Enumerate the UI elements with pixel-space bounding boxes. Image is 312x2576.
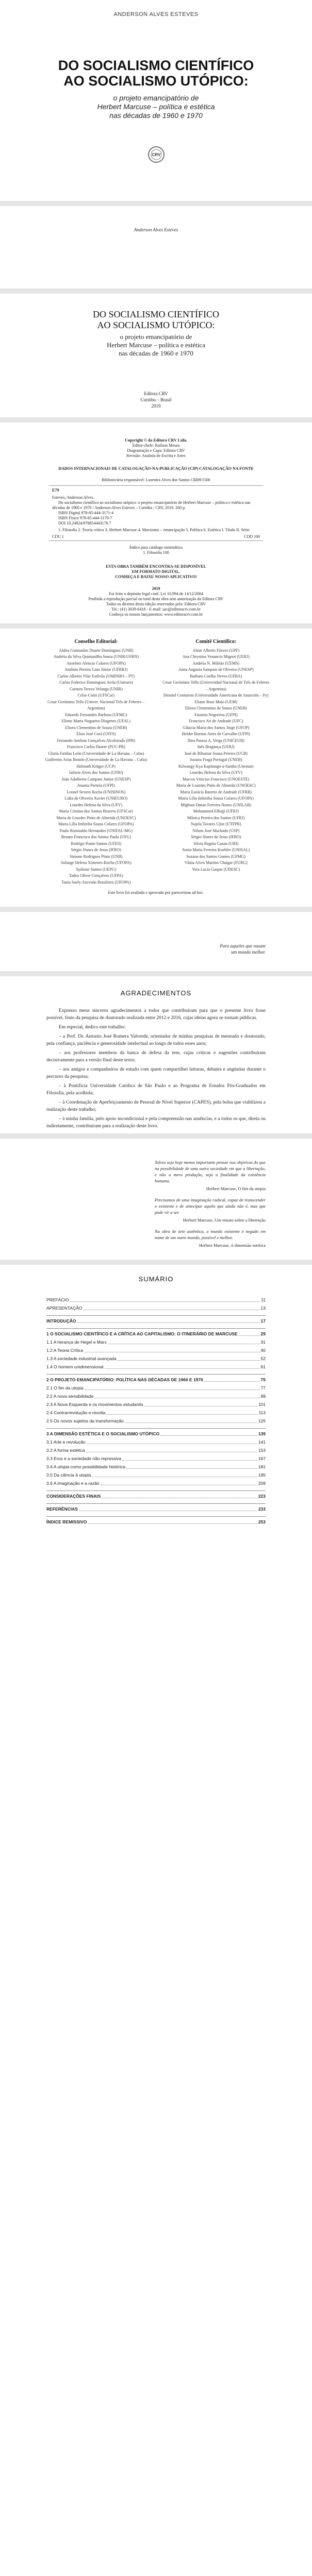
council-member: Helmuth Krüger (UCP) <box>76 764 116 769</box>
title-page-subtitle-line3: nas décadas de 1960 e 1970 <box>119 349 193 357</box>
committee-member: Sonia Maria Ferreira Koehler (UNISAL) <box>182 848 250 852</box>
toc-leader <box>88 1523 257 1524</box>
toc-entry-page: 139 <box>258 1431 266 1436</box>
council-member: Renato Francisco dos Santos Paula (UFG) <box>61 835 131 839</box>
page-separator <box>0 907 312 912</box>
toc-entry[interactable] <box>46 1417 266 1425</box>
epigraph-source-1: Herbert Marcuse, O fim da utopia <box>206 1186 266 1191</box>
committee-member: Altair Alberto Fávero (UPF) <box>192 648 240 653</box>
toc-entry[interactable] <box>46 1315 266 1325</box>
council-member: Anselmo Alencar Colares (UFOPA) <box>66 660 126 666</box>
toc-entry-title: ÍNDICE REMISSIVO <box>46 1519 87 1524</box>
toc-entry-title: 1 O SOCIALISMO CIENTÍFICO E A CRÍTICA AO CAPITALISMO: O ITINERÁRIO DE MARCUSE <box>46 1331 238 1336</box>
half-title-author: Anderson Alves Esteves <box>134 227 178 232</box>
toc-entry-page: 40 <box>260 1348 266 1353</box>
toc-leader <box>106 1414 257 1415</box>
council-member: Tania Suely Azevedo Brasileiro (UFOPA) <box>61 879 131 885</box>
toc-entry-title: 3.6 A imaginação e a razão <box>46 1481 100 1486</box>
cip-subjects: 1. Filosofia 2. Teoria crítica 3. Herbert Marcuse 4. Marxismo – emancipação 5. Política 6. Estética I. Título II. Série <box>58 528 250 532</box>
toc-entry[interactable] <box>46 1363 266 1371</box>
cip-description: Do socialismo científico ao socialismo utópico: o projeto emancipatório de Herbert Marcuse – política e estética nas décadas de 1960 e 1970 / Anderson Alves Esteves – Curitiba : CRV, 2019. 260 p. <box>52 500 251 510</box>
council-member: Sérgio Nunes de Jesus (IFRO) <box>71 848 121 852</box>
toc-entry-page: 125 <box>258 1418 266 1423</box>
digital-notice-line1: ESTA OBRA TAMBÉM ENCONTRA-SE DISPONÍVEL <box>106 564 206 569</box>
cip-isbn-digital: ISBN Digital 978-85-444-3171-4 <box>58 511 114 515</box>
editorial-council-title: Conselho Editorial: <box>74 639 118 645</box>
toc-leader <box>126 1468 257 1469</box>
cover-subtitle-line3: nas décadas de 1960 e 1970 <box>109 111 203 120</box>
committee-member: Maria Eurácia Barreto de Andrade (UFRB) <box>180 789 252 794</box>
cover-title <box>0 58 312 89</box>
toc-leader <box>204 1381 260 1382</box>
design-line: Diagramação e Capa: Editora CRV <box>127 448 185 453</box>
toc-entry-title: 1.4 O homem unidimensional <box>46 1364 104 1369</box>
toc-leader <box>239 1335 260 1336</box>
council-member: Aldira Guimarães Duarte Domínguez (UNB) <box>59 648 134 653</box>
cip-classification <box>52 534 260 539</box>
legal-year: 2019 <box>152 586 160 591</box>
revision-line: Revisão: Analista de Escrita e Artes <box>126 453 186 458</box>
council-member: Maria Cristina dos Santos Bezerra (UFSCar) <box>59 809 133 814</box>
council-member: Carlos Alberto Vilar Estêvão (UMINHO – PT) <box>57 673 135 679</box>
council-member: Sydione Santos (UEPG) <box>76 867 117 872</box>
council-member: Francisco Carlos Duarte (PUC-PR) <box>67 744 125 749</box>
toc-leader <box>125 1422 257 1423</box>
council-member: Maria de Lourdes Pinto de Almeida (UNOESC) <box>56 815 136 820</box>
council-member: Elizeu Clementino de Souza (UNEB) <box>65 725 127 730</box>
toc-entry-title: 2.4 Contrarrevolução e revolta <box>46 1410 106 1415</box>
catalog-index-item: 1. Filosofia 100 <box>143 550 169 555</box>
council-member: Carlos Federico Dominguez Avila (Unieuro) <box>59 680 133 685</box>
peer-review-note: Este livro foi avaliado e aprovado por pareceristas ad hoc. <box>108 890 204 895</box>
committee-member: Francisco Ari de Andrade (UFC) <box>189 719 243 723</box>
page-separator <box>0 1260 312 1265</box>
toc-leader <box>85 1389 260 1390</box>
committee-member: Míghian Danae Ferreira Nunes (UNILAB) <box>180 802 252 807</box>
toc-entry-title: 3.4 A utopia como possibilidade histórica <box>46 1464 126 1469</box>
cip-doi: DOI 10.24824/978854443170.7 <box>58 521 111 526</box>
toc-entry-title: 2.2 A nova sensibilidade <box>46 1394 94 1399</box>
toc-leader <box>160 1435 257 1436</box>
committee-member: Andréia N. Militão (UEMS) <box>192 660 240 666</box>
dedication <box>196 943 266 955</box>
toc-entry[interactable] <box>46 1374 266 1384</box>
epigraph-source-3: Herbert Marcuse, A dimensão estética <box>199 1243 266 1248</box>
publisher-contact: Tel.: (41) 3039-6418 - E-mail: sac@editoracrv.com.br <box>111 607 201 612</box>
publisher-city: Curitiba – Brasil <box>140 397 172 402</box>
toc-entry-page: 29 <box>260 1331 266 1336</box>
scientific-committee-title: Comitê Científico: <box>195 639 237 645</box>
committee-member: Vânia Alves Martins Chaigar (FURG) <box>184 860 248 865</box>
committee-member: Sérgio Nunes de Jesus (IFRO) <box>191 835 241 839</box>
epigraph-quote-2: Precisamos de uma imaginação radical, capaz de transcender o existente e de antecipar aquilo que ainda não é, mas que pode vir a ser. <box>155 1197 266 1215</box>
toc-entry-title: 3.1 Arte e revolução <box>46 1439 86 1445</box>
toc-entry-title: 2 O PROJETO EMANCIPATÓRIO: POLÍTICA NAS DÉCADAS DE 1960 E 1970 <box>46 1377 203 1382</box>
editorial-council <box>41 639 151 886</box>
cip-isbn-print: ISBN Físico 978-85-444-3170-7 <box>58 516 112 520</box>
toc-entry-title: INTRODUÇÃO <box>46 1318 76 1324</box>
acknowledgement-paragraph: Expresso meus sinceros agradecimentos a todos que contribuíram para que o presente livro fosse possível, fruto da pesquisa de doutorado realizada entre 2012 e 2016, cujas ideias agora se tornam públicas. <box>46 1008 266 1021</box>
toc-entry-title: 3 A DIMENSÃO ESTÉTICA E O SOCIALISMO UTÓPICO <box>46 1431 160 1436</box>
title-page-subtitle-line1: o projeto emancipatório de <box>120 333 192 341</box>
committee-member: Ilma Passos A. Veiga (UNICEUB) <box>187 738 244 743</box>
council-member: Fernando Antônio Gonçalves Alcoforado (IPB) <box>57 738 136 743</box>
toc-entry-title: PREFÁCIO <box>46 1297 69 1302</box>
toc-entry-page: 181 <box>258 1464 266 1469</box>
toc-entry-page: 11 <box>261 1297 266 1302</box>
toc-entry[interactable] <box>46 1471 266 1479</box>
legal-deposit: Foi feito o depósito legal conf. Lei 10.994 de 14/12/2004 <box>109 591 203 596</box>
toc-entry[interactable] <box>46 1346 266 1354</box>
epigraph <box>155 1159 266 1248</box>
toc-entry-page: 17 <box>260 1318 266 1324</box>
title-page-subtitle <box>0 333 312 358</box>
council-member: Rodrigo Pratte-Santos (UFES) <box>71 841 122 846</box>
committee-member: Nilson José Machado (USP) <box>192 828 240 833</box>
toc-entry-page: 223 <box>258 1494 266 1499</box>
toc-entry-page: 113 <box>258 1410 266 1415</box>
logo-text: CRV <box>152 152 161 157</box>
council-member: Maria Lília Imbiriba Sousa Colares (UFOPA) <box>58 822 134 826</box>
title-page-title <box>0 309 312 331</box>
council-member: Élsio José Corá (UFFS) <box>76 732 116 736</box>
acknowledgement-paragraph: – aos amigos e companheiros de estudo com quem compartilhei leituras, debates e angústias durante o percurso da pesquisa; <box>46 1067 266 1079</box>
copyright-line: Copyright © da Editora CRV Ltda. <box>124 438 188 443</box>
committee-member: Anna Augusta Sampaio de Oliveira (UNESP) <box>178 667 254 672</box>
toc-entry[interactable] <box>46 1400 266 1409</box>
council-member: Cesar Gerónimo Tello (Univer. Nacional Três de Febrero – Argentina) <box>47 699 145 710</box>
crv-logo-icon <box>147 146 165 163</box>
council-member: Leonel Severo Rocha (UNISINOS) <box>67 789 126 794</box>
cip-code: E79 <box>52 488 59 493</box>
scientific-committee <box>161 639 271 886</box>
toc-entry-page: 209 <box>258 1481 266 1486</box>
toc-entry[interactable] <box>46 1409 266 1417</box>
council-member: Andréia da Silva Quintanilha Sousa (UNIR/UFRN) <box>53 654 139 659</box>
committee-member: Eliane Rose Maio (UEM) <box>194 699 237 704</box>
toc-entry[interactable] <box>46 1296 266 1304</box>
digital-notice-line3: CONHEÇA E BAIXE NOSSO APLICATIVO! <box>115 574 197 579</box>
toc-entry-title: 2.1 O fim da utopia <box>46 1385 84 1391</box>
council-member: Carmen Tereza Velanga (UNIR) <box>69 686 123 691</box>
toc-entry-title: 2.3 A Nova Esquerda e os movimentos estudantis <box>46 1402 143 1407</box>
committee-member: Elizeu Clementino de Souza (UNEB) <box>185 706 247 710</box>
cover-title-line2: AO SOCIALISMO UTÓPICO: <box>63 73 249 89</box>
acknowledgement-paragraph: – à Coordenação de Aperfeiçoamento de Pessoal de Nível Superior (CAPES), pela bolsa que viabilizou a realização deste trabalho; <box>46 1100 266 1112</box>
toc-entry-title: REFERÊNCIAS <box>46 1506 78 1512</box>
toc-entry-page: 31 <box>260 1340 266 1345</box>
digital-notice-line2: EM FORMATO DIGITAL. <box>132 569 180 574</box>
committee-member: Lourdes Helena da Silva (UFV) <box>189 770 242 775</box>
page-separator <box>0 201 312 206</box>
toc-entry-title: CONSIDERAÇÕES FINAIS <box>46 1494 101 1499</box>
toc-entry-page: 89 <box>260 1394 266 1399</box>
toc-entry-page: 101 <box>258 1402 266 1407</box>
committee-member: Silvia Regina Canan (URI) <box>193 841 239 846</box>
committee-member: Maria Lília Imbiriba Sousa Colares (UFOPA) <box>178 796 254 801</box>
title-page-imprint <box>0 391 312 409</box>
dedication-line1: Para aqueles que ousam <box>220 943 266 948</box>
title-page-title-line2: AO SOCIALISMO UTÓPICO: <box>97 320 215 330</box>
acknowledgement-paragraph: – a Prof. Dr. Antonio José Romera Valverde, orientador de minhas pesquisas de mestrado e doutorado, pela confiança, paciência e generosidade intelectual ao longo de todos esses anos; <box>46 1034 266 1046</box>
toc-entry-title: 3.5 Da ciência à utopia <box>46 1472 91 1478</box>
councils <box>41 639 271 886</box>
toc-entry-title: 3.3 Eros e a sociedade não repressiva <box>46 1456 122 1461</box>
council-member: Elione Maria Nogueira Diogenes (UFAL) <box>61 719 131 723</box>
council-member: Solange Helena Ximenes-Rocha (UFOPA) <box>60 860 132 865</box>
committee-member: Jussara Fraga Portugal (UNEB) <box>189 757 242 762</box>
committee-member: Fauston Negreiros (UFPI) <box>194 712 238 717</box>
council-member: Jailson Alves dos Santos (UFRJ) <box>69 770 123 775</box>
toc-entry-title: 1.1 A herança de Hegel e Marx <box>46 1340 107 1345</box>
committee-member: Suzana dos Santos Gomes (UFMG) <box>186 854 246 859</box>
page-separator <box>0 623 312 629</box>
toc-entry[interactable] <box>46 1338 266 1346</box>
toc-entry-page: 167 <box>258 1456 266 1461</box>
council-member: João Adalberto Campato Junior (UNESP) <box>61 776 131 782</box>
legal-notice <box>0 586 312 617</box>
legal-rights: Todos os direitos desta edição reservados pela: Editora CRV <box>106 602 206 606</box>
committee-member: Najela Tavares Ujiie (UTFPR) <box>190 822 241 826</box>
cover-author: ANDERSON ALVES ESTEVES <box>113 11 199 18</box>
council-member: Celso Conti (UFSCar) <box>77 693 115 698</box>
acknowledgement-paragraph: – à minha família, pelo apoio incondicional e pela compreensão nas ausências, e a todos os que, direta ou indiretamente, contribuíram para a realização deste livro. <box>46 1116 266 1129</box>
toc-entry-page: 233 <box>258 1506 266 1512</box>
council-member: Lourdes Helena da Silva (UFV) <box>70 802 123 807</box>
toc-entry-title: APRESENTAÇÃO <box>46 1306 83 1311</box>
dedication-line2: um mundo melhor. <box>231 950 266 955</box>
toc-title: SUMÁRIO <box>138 1275 174 1283</box>
cip-entry: Esteves, Anderson Alves. <box>52 495 94 500</box>
toc-entry-page: 141 <box>258 1439 266 1445</box>
cip-record <box>49 485 263 541</box>
publisher-name: Editora CRV <box>144 391 168 396</box>
toc-entry[interactable] <box>46 1438 266 1446</box>
title-page-subtitle-line2: Herbert Marcuse – política e estética <box>107 341 205 349</box>
editorial-council-list <box>41 648 151 886</box>
toc-leader <box>122 1460 257 1461</box>
toc-entry-page: 75 <box>260 1377 266 1382</box>
council-member: Gloria Fariñas León (Universidade de La Havana – Cuba) <box>48 751 144 756</box>
committee-member: Barbara Coelho Neves (UFBA) <box>190 673 242 679</box>
publisher-site: Conheça os nossos lançamentos: www.editoracrv.com.br <box>109 612 203 617</box>
toc-entry-page: 77 <box>260 1385 266 1391</box>
council-member: Josania Portela (UFPI) <box>77 783 115 788</box>
toc-entry-title: 1.3 A sociedade industrial avançada <box>46 1356 117 1361</box>
acknowledgement-paragraph: – à Pontifícia Universidade Católica de São Paulo e ao Programa de Estudos Pós-Graduados em Filosofia, pela acolhida; <box>46 1083 266 1096</box>
cip-librarian: Bibliotecária responsável: Luzenira Alves dos Santos CRB9/1506 <box>102 478 210 482</box>
toc-entry[interactable] <box>46 1454 266 1463</box>
colophon-credits <box>0 438 312 459</box>
acknowledgement-paragraph: – aos professores membros da banca de defesa da tese, cujas críticas e sugestões contribuíram decisivamente para a versão final deste texto; <box>46 1050 266 1063</box>
committee-member: Diosnel Centurion (Universidade Americana de Asunción – Py) <box>163 693 269 698</box>
title-page-title-line1: DO SOCIALISMO CIENTÍFICO <box>92 309 219 319</box>
toc-entry-page: 61 <box>260 1364 266 1369</box>
council-member: Lídia de Oliveira Xavier (UNIEURO) <box>64 796 128 801</box>
page-separator <box>0 971 312 976</box>
committee-member: Kilwangy Kya Kapitango-a-Samba (Unemat) <box>178 764 254 769</box>
epigraph-source-2: Herbert Marcuse, Um ensaio sobre a libertação <box>183 1217 266 1223</box>
table-of-contents <box>46 1296 266 1526</box>
toc-entry[interactable] <box>46 1479 266 1487</box>
toc-entry-page: 52 <box>260 1356 266 1361</box>
editor-line: Editor-chefe: Railson Moura <box>132 443 180 448</box>
toc-entry[interactable] <box>46 1503 266 1513</box>
scientific-committee-list <box>161 648 271 873</box>
cover-title-line1: DO SOCIALISMO CIENTÍFICO <box>58 58 254 73</box>
committee-member: Marcos Vinicius Francisco (UNOESTE) <box>183 776 250 782</box>
acknowledgement-paragraph: Em especial, dedico este trabalho: <box>59 1025 126 1030</box>
council-member: Paulo Romualdo Hernandes (UNIFAL-MG) <box>59 828 133 833</box>
page-separator <box>0 289 312 294</box>
council-member: Tadeu Oliver Gonçalves (UFPA) <box>69 873 123 878</box>
committee-member: Cesar Gerónimo Tello (Universidad Nacional de Três de Febrero – Argentina) <box>162 680 270 691</box>
catalog-index-title: Índice para catálogo sistemático <box>129 545 183 550</box>
toc-entry[interactable] <box>46 1354 266 1363</box>
cover-subtitle-line1: o projeto emancipatório de <box>113 94 199 102</box>
committee-member: José de Ribamar Sousa Pereira (UCB) <box>184 751 248 756</box>
cip-header: DADOS INTERNACIONAIS DE CATALOGAÇÃO-NA-PUBLICAÇÃO (CIP) CATALOGAÇÃO NA FONTE <box>58 466 254 471</box>
cover-subtitle-line2: Herbert Marcuse – política e estética <box>97 103 215 111</box>
committee-member: Vera Lucia Gaspar (UDESC) <box>192 867 240 872</box>
committee-member: Ana Chrystina Venancio Mignot (UERJ) <box>182 654 250 659</box>
toc-entry-title: 1.2 A Teoria Crítica <box>46 1348 84 1353</box>
page-separator <box>0 1133 312 1139</box>
council-member: Guillermo Arias Beatón (Universidade de La Havana – Cuba) <box>45 757 147 762</box>
toc-entry[interactable] <box>46 1490 266 1500</box>
digital-edition-notice <box>0 564 312 580</box>
epigraph-quote-1: Talvez seja hoje menos importante pensar nos objetivos do que na possibilidade de uma outra sociedade em que a libertação, e não a mera produção, seja a finalidade da existência humana. <box>155 1160 266 1183</box>
toc-entry[interactable] <box>46 1516 266 1526</box>
toc-entry[interactable] <box>46 1446 266 1454</box>
publication-year: 2019 <box>151 403 161 409</box>
committee-member: Maria de Lourdes Pinto de Almeida (UNOESC) <box>176 783 256 788</box>
toc-leader <box>118 1360 260 1361</box>
toc-entry-title: 3.2 A forma estética <box>46 1448 85 1453</box>
council-member: Eduardo Fernandes Barbosa (UFMG) <box>64 712 127 717</box>
epigraph-quote-3: Na obra de arte autêntica, o mundo existente é negado em nome de um outro mundo, possível e melhor. <box>155 1229 266 1240</box>
catalog-index <box>0 545 312 555</box>
cover-subtitle <box>0 94 312 120</box>
toc-entry-page: 253 <box>258 1519 266 1524</box>
toc-entry[interactable] <box>46 1463 266 1471</box>
toc-leader <box>70 1301 260 1302</box>
committee-member: Mônica Pereira dos Santos (UFRJ) <box>187 815 245 820</box>
council-member: Antônio Pereira Gaio Júnior (UFRRJ) <box>64 667 128 672</box>
cip-cdd: CDD 100 <box>244 534 260 539</box>
legal-prohibited: Proibida a reprodução parcial ou total desta obra sem autorização da Editora CRV <box>88 597 224 601</box>
toc-entry-page: 13 <box>260 1306 266 1311</box>
toc-entry-title: 2.5 Os novos sujeitos da transformação <box>46 1418 124 1423</box>
toc-entry[interactable] <box>46 1428 266 1438</box>
committee-member: Helder Buenos Aires de Carvalho (UFPI) <box>182 732 250 736</box>
acknowledgements-body <box>46 1007 266 1132</box>
toc-entry[interactable] <box>46 1304 266 1312</box>
toc-leader <box>105 1368 260 1369</box>
acknowledgements-title: AGRADECIMENTOS <box>120 989 192 997</box>
committee-member: Mohammed Elhajji (UFRJ) <box>193 809 239 814</box>
toc-entry[interactable] <box>46 1328 266 1338</box>
toc-entry-page: 153 <box>258 1448 266 1453</box>
council-member: Simone Rodrigues Pinto (UNB) <box>70 854 123 859</box>
committee-member: Inês Bragança (UERJ) <box>197 744 235 749</box>
toc-entry[interactable] <box>46 1384 266 1392</box>
cip-cdu: CDU 1 <box>52 534 64 539</box>
page-separator <box>0 417 312 422</box>
toc-entry-page: 195 <box>258 1472 266 1478</box>
committee-member: Gláucia Maria dos Santos Jorge (UFOP) <box>183 725 250 730</box>
toc-entry[interactable] <box>46 1392 266 1400</box>
